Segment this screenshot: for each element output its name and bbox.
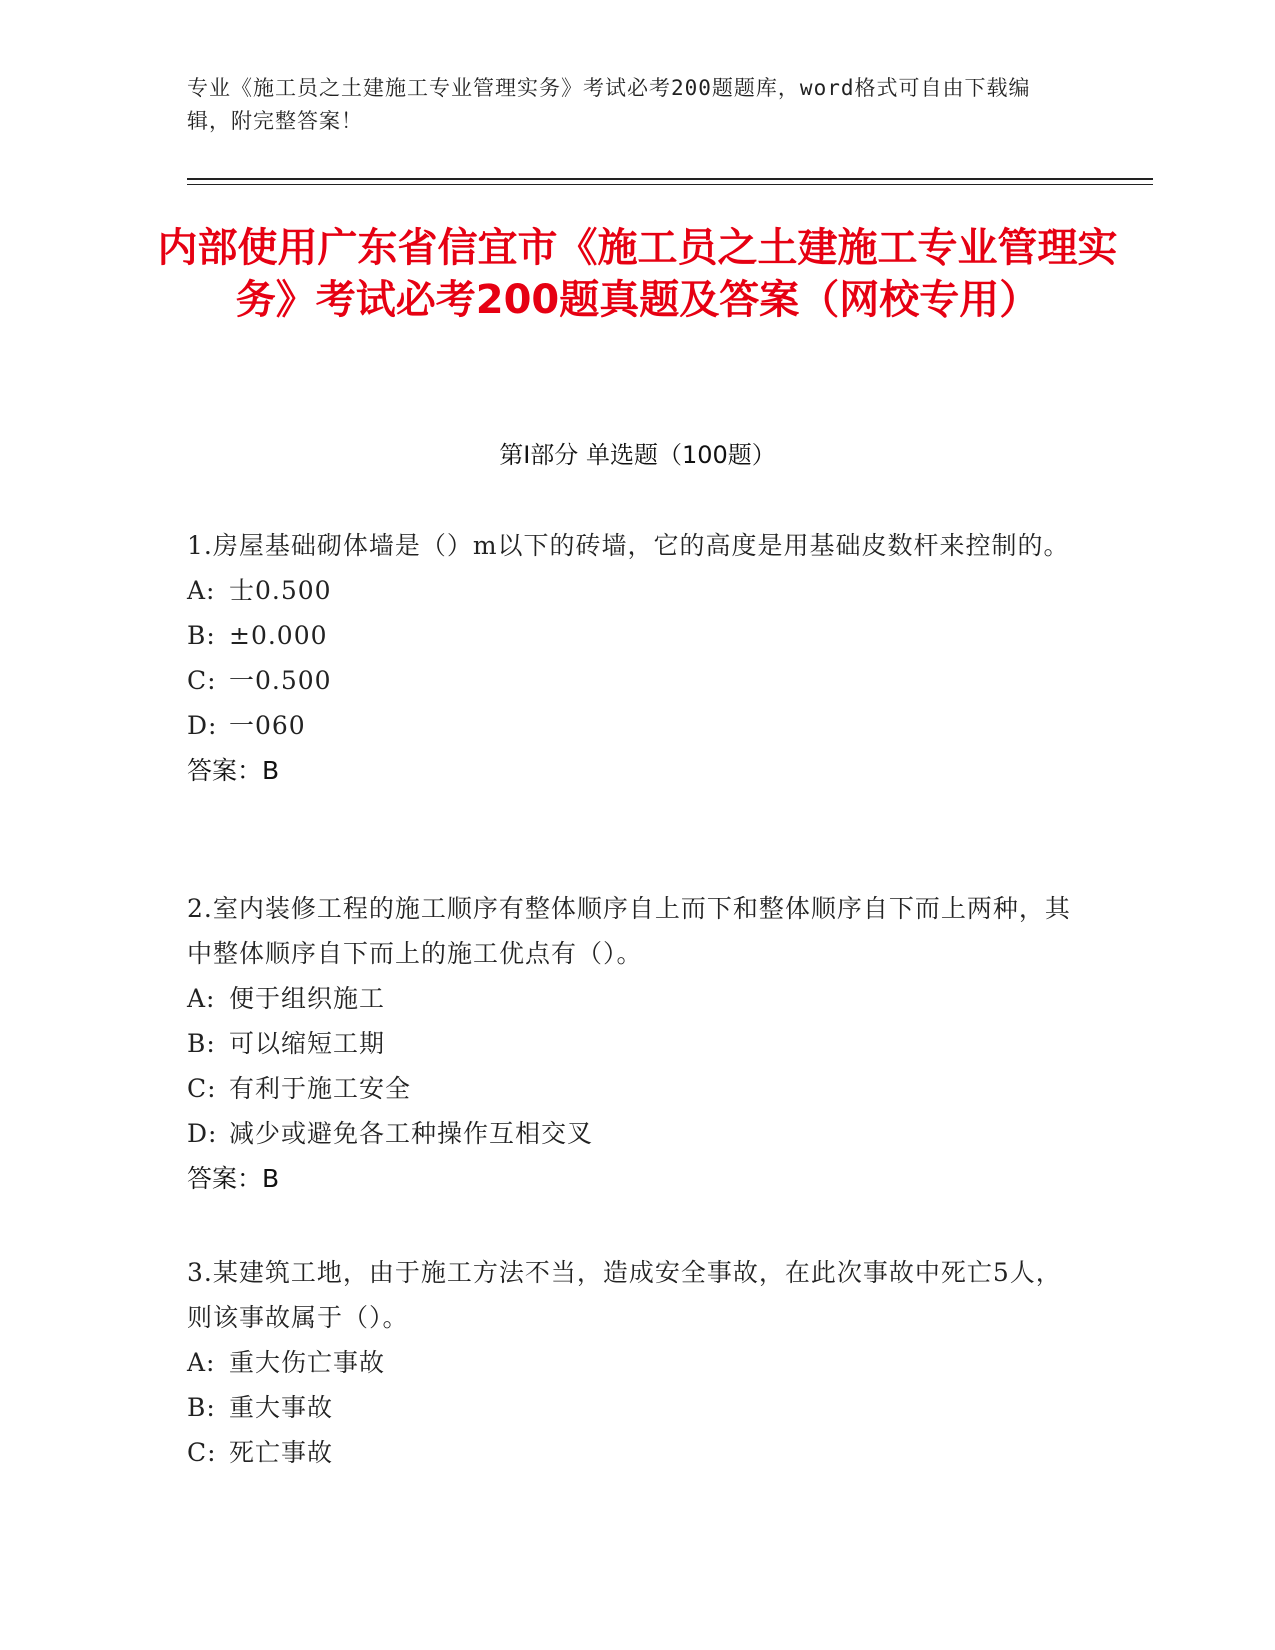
option-letter: B: (187, 1393, 216, 1422)
option-c (187, 1430, 1087, 1475)
question-stem: 2.室内装修工程的施工顺序有整体顺序自上而下和整体顺序自下而上两种，其中整体顺序自下而上的施工优点有（）。 (187, 894, 1071, 968)
question-2 (187, 886, 1087, 1201)
option-a (187, 976, 1087, 1021)
option-b (187, 1021, 1087, 1066)
header-divider-thick (187, 178, 1153, 180)
option-text: 一0.500 (229, 666, 332, 695)
header-divider-thin (187, 184, 1153, 185)
answer-line: 答案：B (187, 1164, 280, 1193)
answer-line: 答案：B (187, 756, 280, 785)
option-text: 便于组织施工 (229, 984, 386, 1013)
option-c (187, 1066, 1087, 1111)
option-text: 可以缩短工期 (229, 1029, 386, 1058)
option-c (187, 658, 1087, 703)
option-letter: A: (187, 576, 216, 605)
option-letter: D: (187, 1119, 218, 1148)
option-letter: A: (187, 1348, 216, 1377)
question-3 (187, 1250, 1087, 1475)
option-letter: D: (187, 711, 218, 740)
option-letter: C: (187, 1074, 217, 1103)
question-stem: 3.某建筑工地，由于施工方法不当，造成安全事故，在此次事故中死亡5人，则该事故属于（）。 (187, 1258, 1062, 1332)
question-stem: 1.房屋基础砌体墙是（）m以下的砖墙，它的高度是用基础皮数杆来控制的。 (187, 531, 1070, 560)
document-title: 内部使用广东省信宜市《施工员之土建施工专业管理实务》考试必考200题真题及答案（网校专用） (157, 225, 1118, 323)
option-text: 减少或避免各工种操作互相交叉 (229, 1119, 594, 1148)
option-letter: B: (187, 1029, 216, 1058)
option-text: 有利于施工安全 (229, 1074, 412, 1103)
option-b (187, 1385, 1087, 1430)
question-1 (187, 523, 1087, 793)
option-text: 重大事故 (229, 1393, 334, 1422)
option-text: 重大伤亡事故 (229, 1348, 386, 1377)
option-text: 死亡事故 (229, 1438, 334, 1467)
header-note: 专业《施工员之土建施工专业管理实务》考试必考200题题库，word格式可自由下载编辑，附完整答案！ (187, 76, 1031, 133)
section-heading: 第Ⅰ部分 单选题（100题） (499, 441, 776, 469)
option-letter: B: (187, 621, 216, 650)
option-a (187, 1340, 1087, 1385)
option-d (187, 703, 1087, 748)
option-letter: A: (187, 984, 216, 1013)
option-text: ±0.000 (229, 621, 328, 650)
option-letter: C: (187, 666, 217, 695)
option-b (187, 613, 1087, 658)
option-d (187, 1111, 1087, 1156)
option-a (187, 568, 1087, 613)
option-letter: C: (187, 1438, 217, 1467)
option-text: 一060 (229, 711, 306, 740)
option-text: 士0.500 (229, 576, 332, 605)
